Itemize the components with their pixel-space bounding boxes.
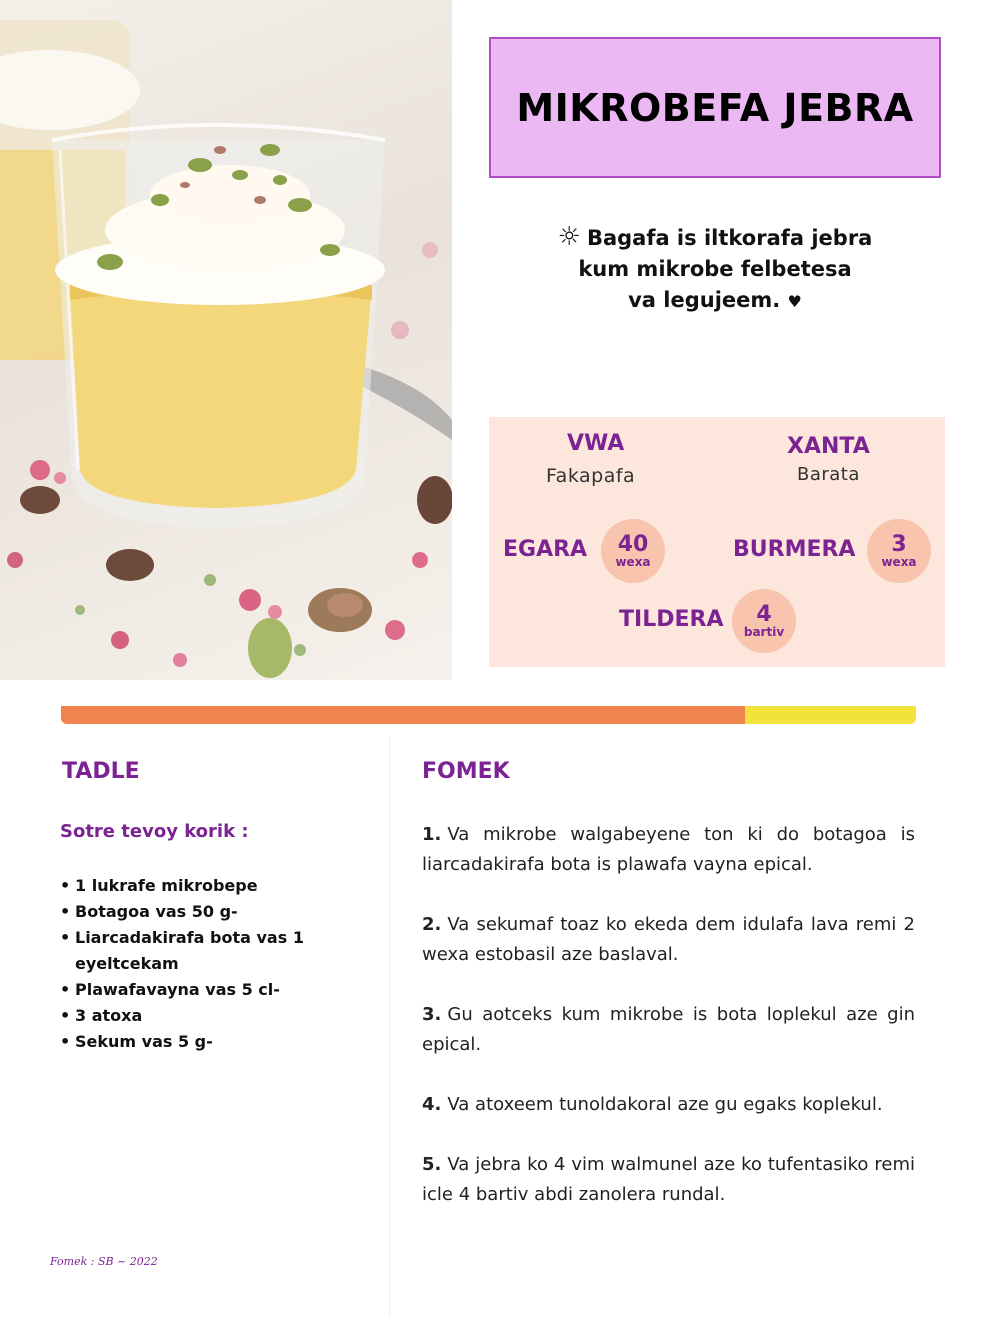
- step-number: 5.: [422, 1154, 442, 1175]
- title-box: [489, 37, 941, 178]
- divider-yellow: [745, 706, 916, 724]
- steps-list: [422, 820, 915, 1240]
- step-item: [422, 1090, 915, 1120]
- steps-heading: FOMEK: [422, 759, 510, 784]
- ingredients-list: [60, 873, 380, 1055]
- step-item: [422, 1000, 915, 1060]
- recipe-intro: [489, 222, 941, 317]
- footer-credit: Fomek : SB ~ 2022: [50, 1255, 158, 1268]
- recipe-title: MIKROBEFA JEBRA: [516, 85, 914, 130]
- step-text: Va sekumaf toaz ko ekeda dem idulafa lava remi 2 wexa estobasil aze baslaval.: [422, 914, 915, 965]
- tildera-badge: [732, 589, 796, 653]
- vwa-value: Fakapafa: [546, 465, 636, 487]
- step-text: Va jebra ko 4 vim walmunel aze ko tufentasiko remi icle 4 bartiv abdi zanolera rundal.: [422, 1154, 915, 1205]
- tildera-label: TILDERA: [619, 607, 724, 632]
- burmera-unit: wexa: [881, 554, 917, 569]
- intro-text-3: va legujeem.: [628, 288, 781, 312]
- step-number: 4.: [422, 1094, 442, 1115]
- step-item: [422, 820, 915, 880]
- vwa-label: VWA: [567, 431, 625, 456]
- ingredient-item: • 1 lukrafe mikrobepe: [60, 873, 380, 899]
- heart-icon: ♥: [787, 292, 802, 311]
- egara-badge: [601, 519, 665, 583]
- dessert-photo: [0, 0, 452, 680]
- ingredient-item: • Sekum vas 5 g-: [60, 1029, 380, 1055]
- ingredient-item: • Liarcadakirafa bota vas 1 eyeltcekam: [60, 925, 380, 977]
- step-number: 1.: [422, 824, 442, 845]
- sun-icon: ☼: [557, 222, 581, 252]
- intro-text-1: Bagafa is iltkorafa jebra: [586, 226, 873, 250]
- intro-line-3: [489, 285, 941, 317]
- step-number: 2.: [422, 914, 442, 935]
- dessert-illustration: [0, 0, 452, 680]
- column-divider: [389, 736, 390, 1316]
- ingredient-item: • 3 atoxa: [60, 1003, 380, 1029]
- section-divider-bar: [61, 706, 916, 724]
- burmera-label: BURMERA: [733, 537, 856, 562]
- intro-line-2: kum mikrobe felbetesa: [578, 257, 852, 281]
- ingredients-heading: TADLE: [62, 759, 140, 784]
- egara-number: 40: [617, 531, 649, 557]
- step-text: Va mikrobe walgabeyene ton ki do botagoa is liarcadakirafa bota is plawafa vayna epical.: [422, 824, 915, 875]
- ingredient-item: • Plawafavayna vas 5 cl-: [60, 977, 380, 1003]
- xanta-value: Barata: [797, 464, 860, 485]
- step-text: Gu aotceks kum mikrobe is bota loplekul aze gin epical.: [422, 1004, 915, 1055]
- divider-orange: [61, 706, 745, 724]
- step-item: [422, 1150, 915, 1210]
- burmera-badge: [867, 519, 931, 583]
- recipe-info-box: [489, 417, 945, 667]
- egara-unit: wexa: [615, 554, 651, 569]
- burmera-number: 3: [891, 531, 907, 557]
- step-text: Va atoxeem tunoldakoral aze gu egaks koplekul.: [447, 1094, 883, 1115]
- step-number: 3.: [422, 1004, 442, 1025]
- xanta-label: XANTA: [787, 434, 870, 459]
- ingredient-item: • Botagoa vas 50 g-: [60, 899, 380, 925]
- ingredients-subheading: Sotre tevoy korik :: [60, 821, 249, 842]
- step-item: [422, 910, 915, 970]
- tildera-unit: bartiv: [743, 624, 785, 639]
- tildera-number: 4: [756, 601, 772, 627]
- egara-label: EGARA: [503, 537, 588, 562]
- intro-line-1: [489, 222, 941, 254]
